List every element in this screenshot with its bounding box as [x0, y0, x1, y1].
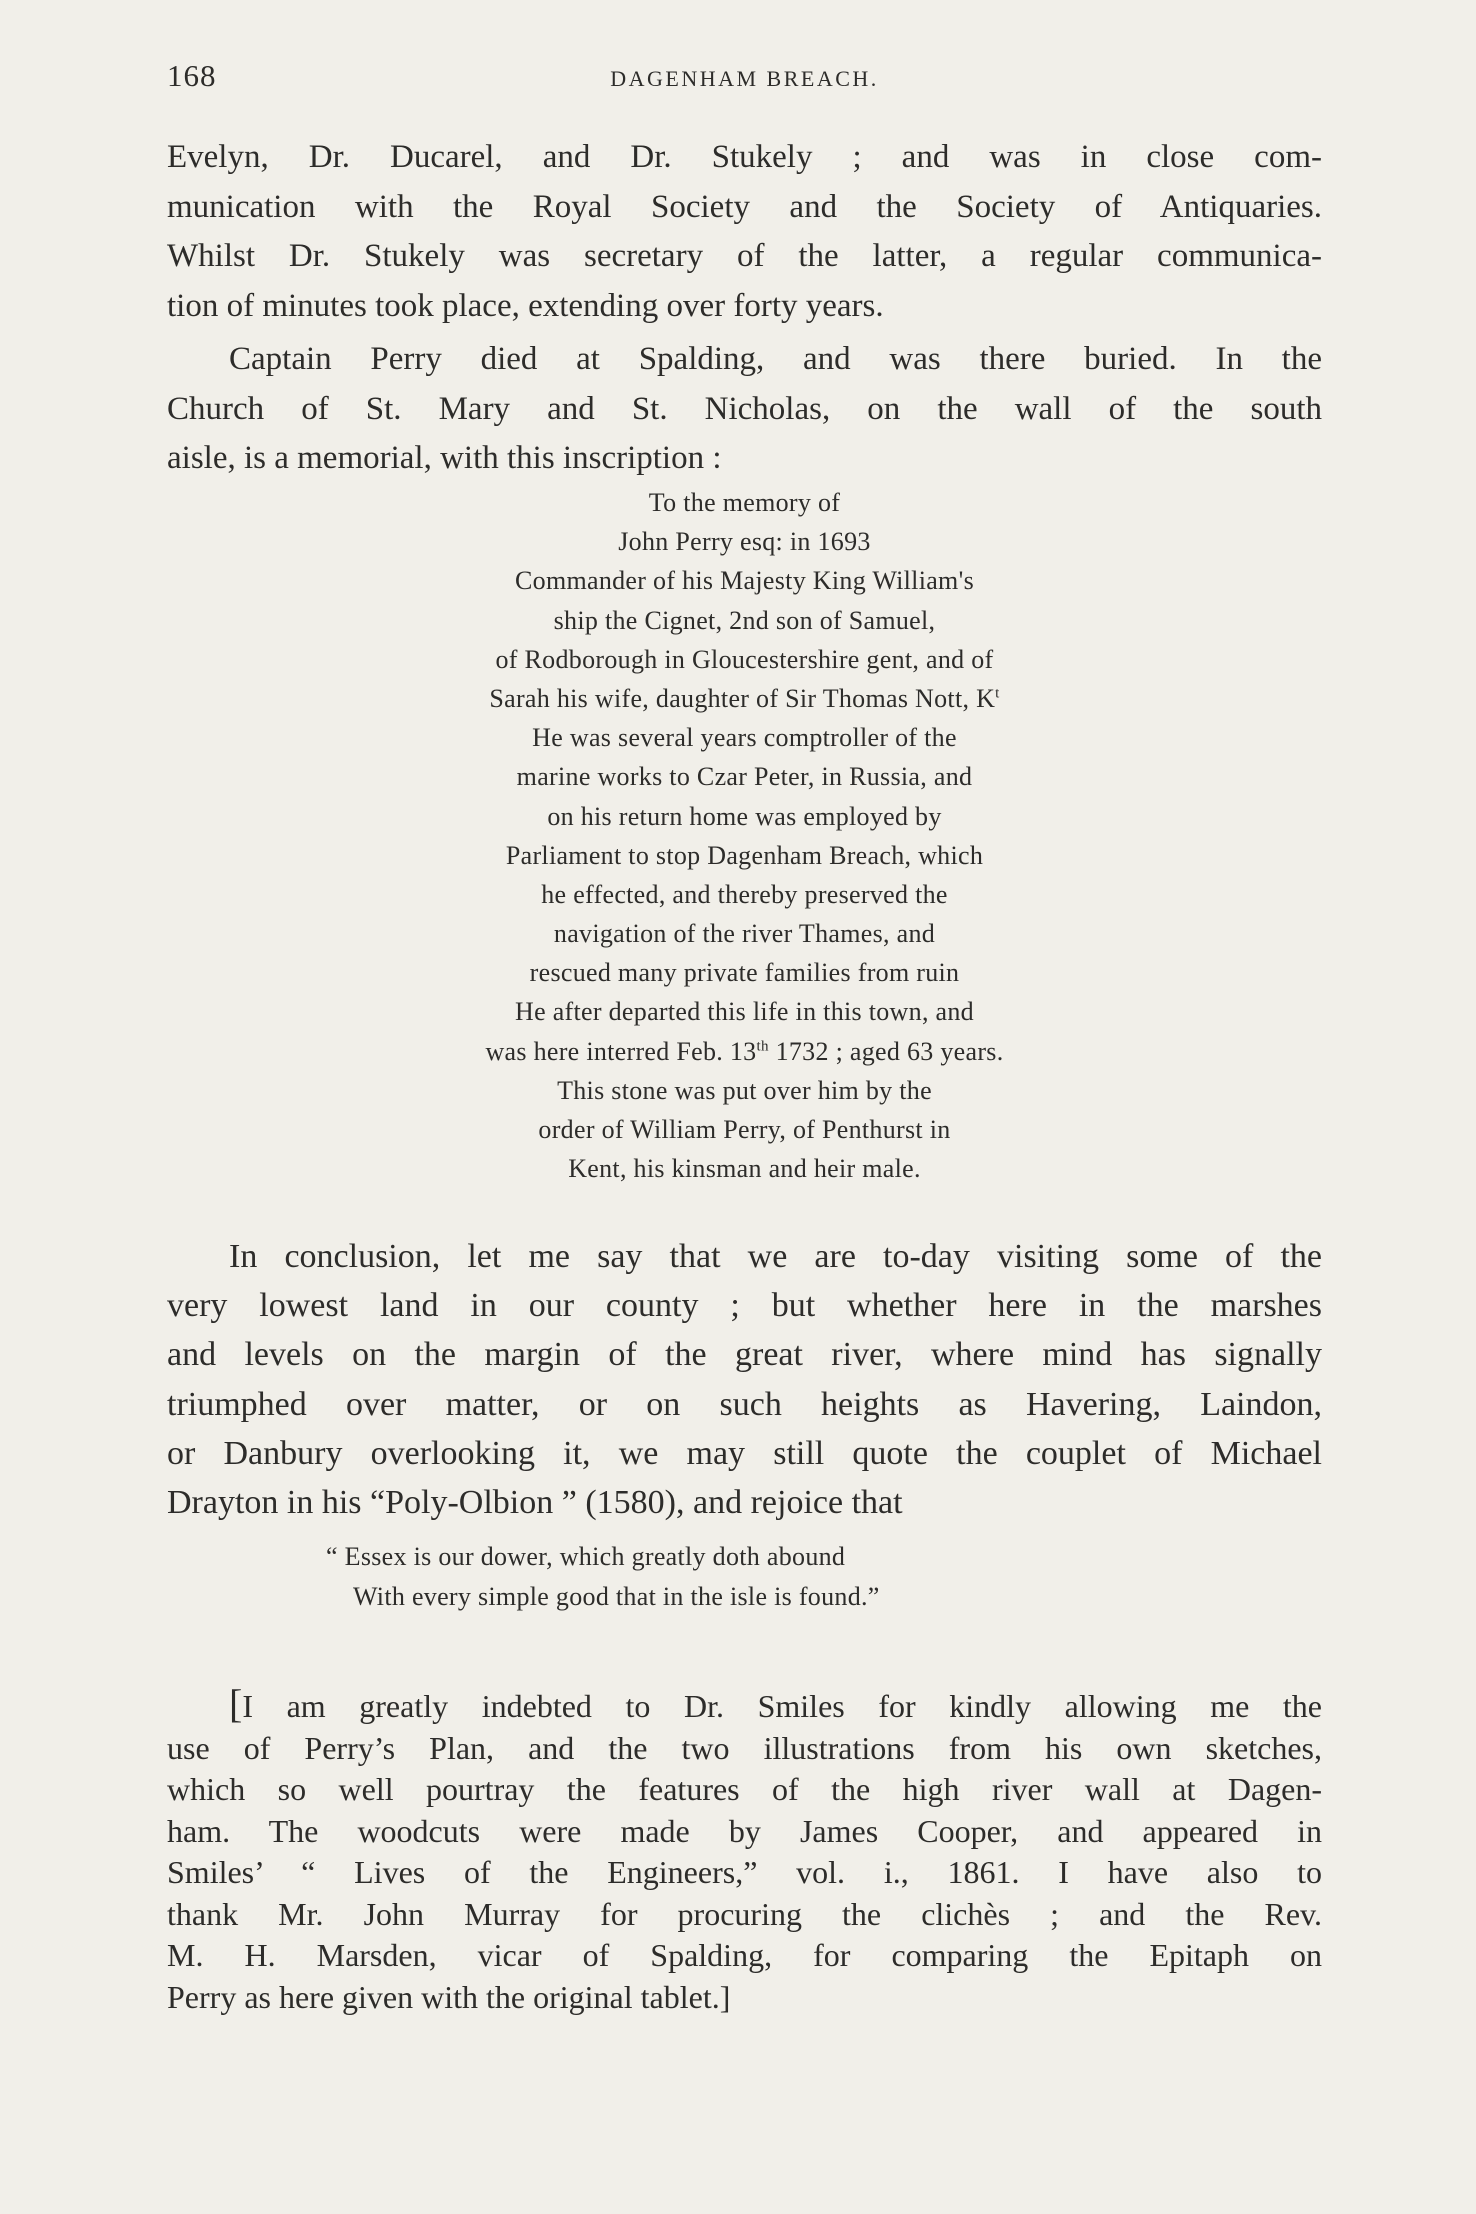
inscription-text: was here interred Feb. 13 [485, 1036, 757, 1066]
paragraph-conclusion [167, 1232, 1322, 1527]
paragraph-correspondence [167, 133, 1322, 331]
text-line: which so well pourtray the features of the high river wall at Dagen- [167, 1771, 1322, 1807]
inscription-line: of Rodborough in Gloucestershire gent, and of [495, 644, 994, 674]
inscription-line: This stone was put over him by the [557, 1075, 932, 1105]
text-line: Evelyn, Dr. Ducarel, and Dr. Stukely ; and was in close com- [167, 139, 1322, 175]
memorial-inscription [167, 483, 1322, 1188]
inscription-line: Parliament to stop Dagenham Breach, which [505, 840, 984, 870]
text-line: or Danbury overlooking it, we may still quote the couplet of Michael [167, 1434, 1322, 1472]
inscription-line-interred [167, 1032, 1322, 1071]
text-line: tion of minutes took place, extending over forty years. [167, 287, 884, 324]
inscription-superscript: t [995, 685, 1000, 702]
text-line: munication with the Royal Society and the Society of Antiquaries. [167, 188, 1322, 225]
opening-bracket: [ [229, 1681, 243, 1726]
inscription-line: on his return home was employed by [547, 801, 942, 831]
inscription-line: he effected, and thereby preserved the [541, 879, 948, 909]
drayton-couplet [167, 1537, 1322, 1617]
text-line: Whilst Dr. Stukely was secretary of the latter, a regular communica- [167, 238, 1322, 274]
running-head [167, 58, 1322, 98]
inscription-line: ship the Cignet, 2nd son of Samuel, [553, 605, 936, 635]
text-line: very lowest land in our county ; but whether here in the marshes [167, 1287, 1322, 1325]
inscription-line: He was several years comptroller of the [532, 723, 957, 753]
text-line: Perry as here given with the original tablet.] [167, 1978, 731, 2015]
inscription-line: navigation of the river Thames, and [553, 919, 936, 949]
text-line [167, 1681, 1322, 1728]
paragraph-acknowledgements [167, 1681, 1322, 2018]
text-line: triumphed over matter, or on such heights as Havering, Laindon, [167, 1385, 1322, 1423]
inscription-line: order of William Perry, of Penthurst in [538, 1115, 951, 1144]
inscription-text: Sarah his wife, daughter of Sir Thomas Nott, K [489, 683, 996, 713]
paragraph-burial [167, 335, 1322, 484]
inscription-line: rescued many private families from ruin [529, 958, 960, 988]
inscription-line: Kent, his kinsman and heir male. [568, 1154, 921, 1184]
text-line: use of Perry’s Plan, and the two illustrations from his own sketches, [167, 1729, 1322, 1766]
text-line: thank Mr. John Murray for procuring the clichès ; and the Rev. [167, 1895, 1322, 1932]
inscription-superscript: th [756, 1037, 769, 1054]
text-line: M. H. Marsden, vicar of Spalding, for comparing the Epitaph on [167, 1937, 1322, 1973]
text-line: Church of St. Mary and St. Nicholas, on the wall of the south [167, 390, 1322, 427]
inscription-line: To the memory of [648, 488, 841, 517]
couplet-line: With every simple good that in the isle is found.” [353, 1582, 880, 1611]
inscription-line: marine works to Czar Peter, in Russia, and [516, 762, 973, 792]
couplet-line: “ Essex is our dower, which greatly doth abound [326, 1542, 846, 1571]
text-line: ham. The woodcuts were made by James Cooper, and appeared in [167, 1812, 1322, 1849]
inscription-line: Commander of his Majesty King William's [515, 566, 974, 596]
text-segment: I am greatly indebted to Dr. Smiles for kindly allowing me the [242, 1688, 1322, 1724]
inscription-line-sarah [167, 679, 1322, 718]
inscription-line: He after departed this life in this town, and [515, 997, 974, 1027]
text-line: aisle, is a memorial, with this inscription : [167, 440, 722, 476]
page-number: 168 [167, 58, 217, 93]
text-line: Drayton in his “Poly-Olbion ” (1580), and rejoice that [167, 1483, 903, 1521]
text-line: and levels on the margin of the great river, where mind has signally [167, 1336, 1322, 1374]
text-line: Smiles’ “ Lives of the Engineers,” vol. i., 1861. I have also to [167, 1854, 1322, 1890]
inscription-line: John Perry esq: in 1693 [618, 527, 871, 557]
text-line: Captain Perry died at Spalding, and was there buried. In the [229, 341, 1322, 377]
text-line: In conclusion, let me say that we are to-day visiting some of the [229, 1238, 1322, 1275]
running-title: DAGENHAM BREACH. [610, 66, 879, 91]
inscription-text: 1732 ; aged 63 years. [768, 1036, 1004, 1066]
